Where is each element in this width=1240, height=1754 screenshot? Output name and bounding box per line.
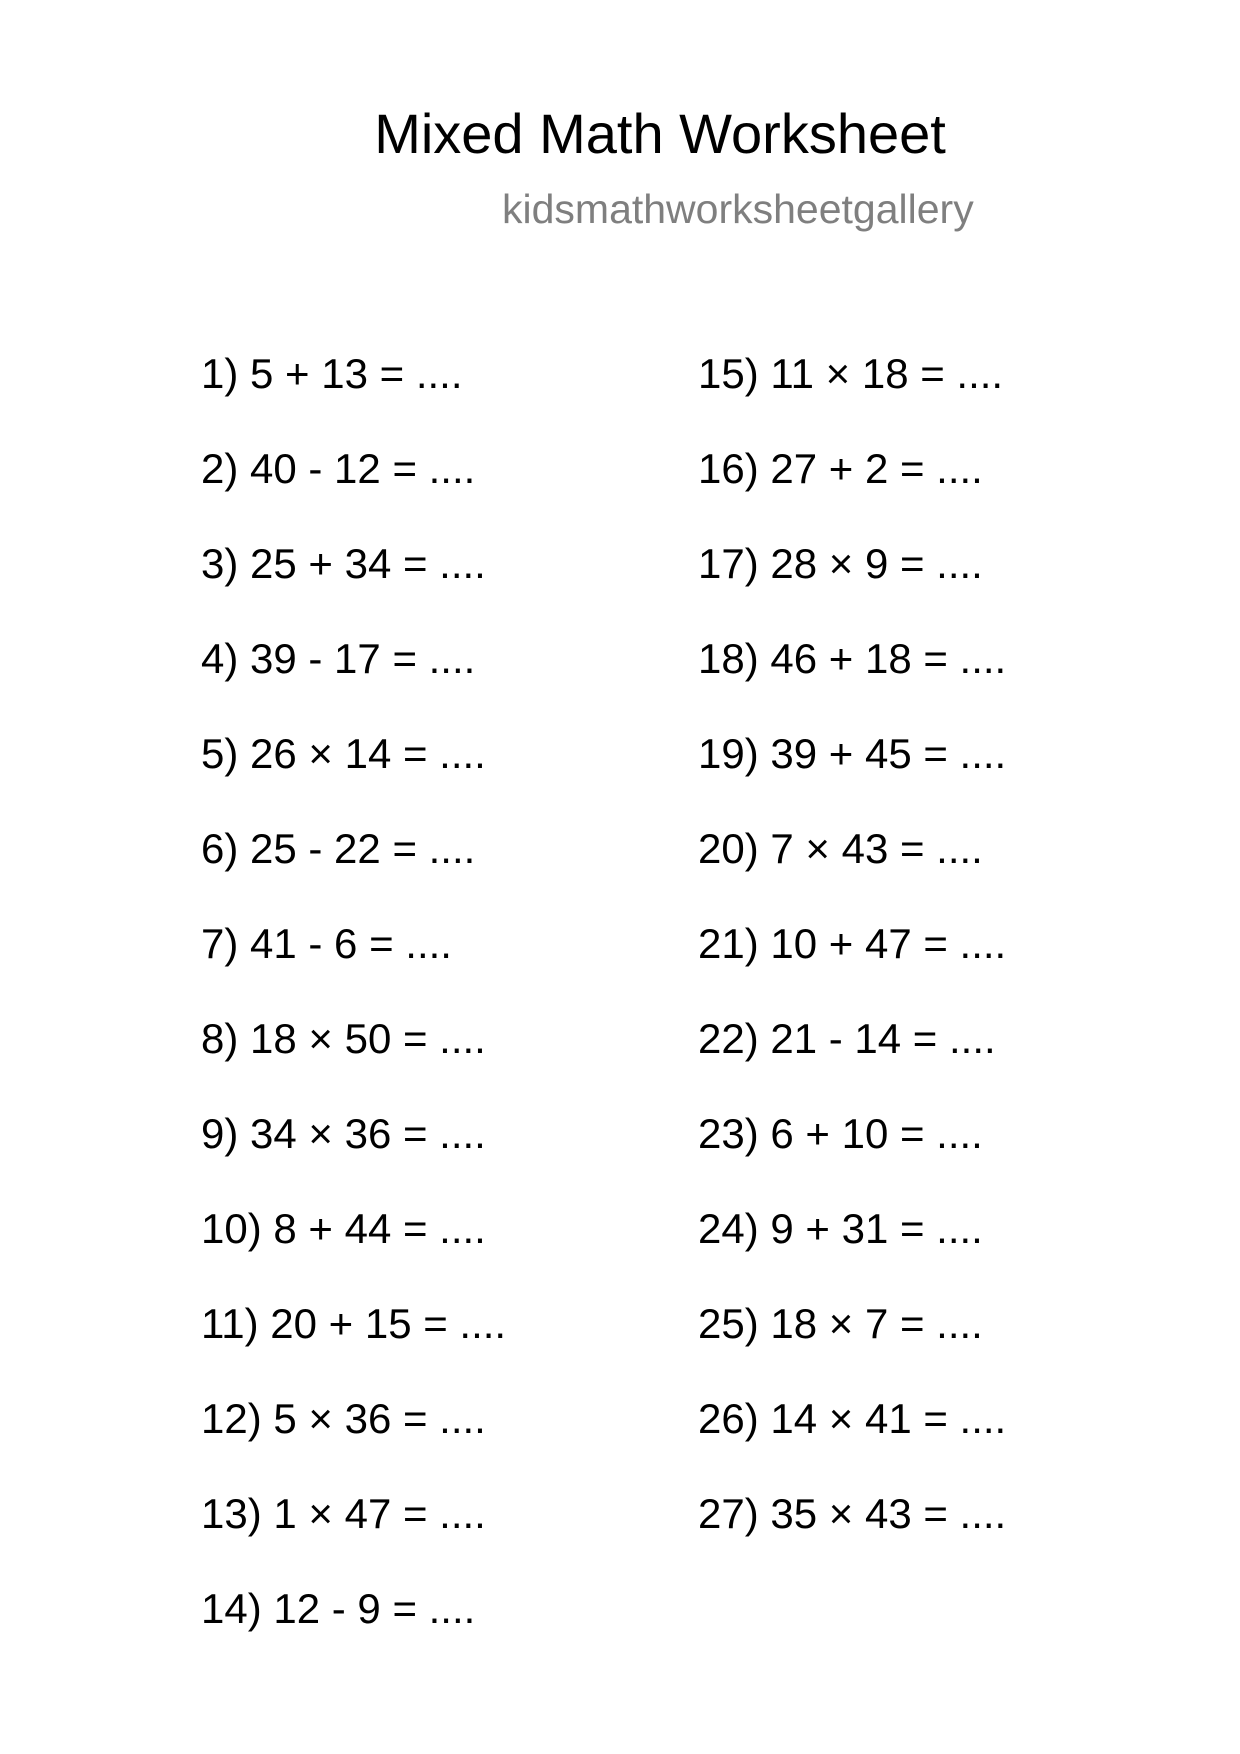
math-problem: 27) 35 × 43 = ....: [698, 1490, 1007, 1537]
math-problem: 11) 20 + 15 = ....: [201, 1300, 507, 1347]
math-problem: 25) 18 × 7 = ....: [698, 1300, 983, 1347]
math-problem: 6) 25 - 22 = ....: [201, 825, 476, 872]
math-problem: 17) 28 × 9 = ....: [698, 540, 983, 587]
math-problem: 18) 46 + 18 = ....: [698, 635, 1007, 682]
math-problem: 12) 5 × 36 = ....: [201, 1395, 486, 1442]
worksheet-title: Mixed Math Worksheet: [374, 102, 946, 165]
math-problem: 9) 34 × 36 = ....: [201, 1110, 486, 1157]
math-problem: 14) 12 - 9 = ....: [201, 1585, 476, 1632]
math-problem: 4) 39 - 17 = ....: [201, 635, 476, 682]
math-problem: 22) 21 - 14 = ....: [698, 1015, 996, 1062]
math-problem: 2) 40 - 12 = ....: [201, 445, 476, 492]
math-problem: 20) 7 × 43 = ....: [698, 825, 983, 872]
math-problem: 5) 26 × 14 = ....: [201, 730, 486, 777]
math-problem: 15) 11 × 18 = ....: [698, 350, 1004, 397]
math-problem: 24) 9 + 31 = ....: [698, 1205, 983, 1252]
math-problem: 1) 5 + 13 = ....: [201, 350, 463, 397]
problem-column-left: [201, 348, 506, 1678]
math-problem: 21) 10 + 47 = ....: [698, 920, 1007, 967]
worksheet-subtitle: kidsmathworksheetgallery: [502, 186, 974, 232]
math-problem: 7) 41 - 6 = ....: [201, 920, 452, 967]
math-problem: 16) 27 + 2 = ....: [698, 445, 983, 492]
math-problem: 8) 18 × 50 = ....: [201, 1015, 486, 1062]
math-problem: 19) 39 + 45 = ....: [698, 730, 1007, 777]
math-problem: 3) 25 + 34 = ....: [201, 540, 486, 587]
math-problem: 26) 14 × 41 = ....: [698, 1395, 1007, 1442]
math-problem: 23) 6 + 10 = ....: [698, 1110, 983, 1157]
problem-column-right: [698, 348, 1006, 1583]
math-problem: 13) 1 × 47 = ....: [201, 1490, 486, 1537]
math-problem: 10) 8 + 44 = ....: [201, 1205, 486, 1252]
